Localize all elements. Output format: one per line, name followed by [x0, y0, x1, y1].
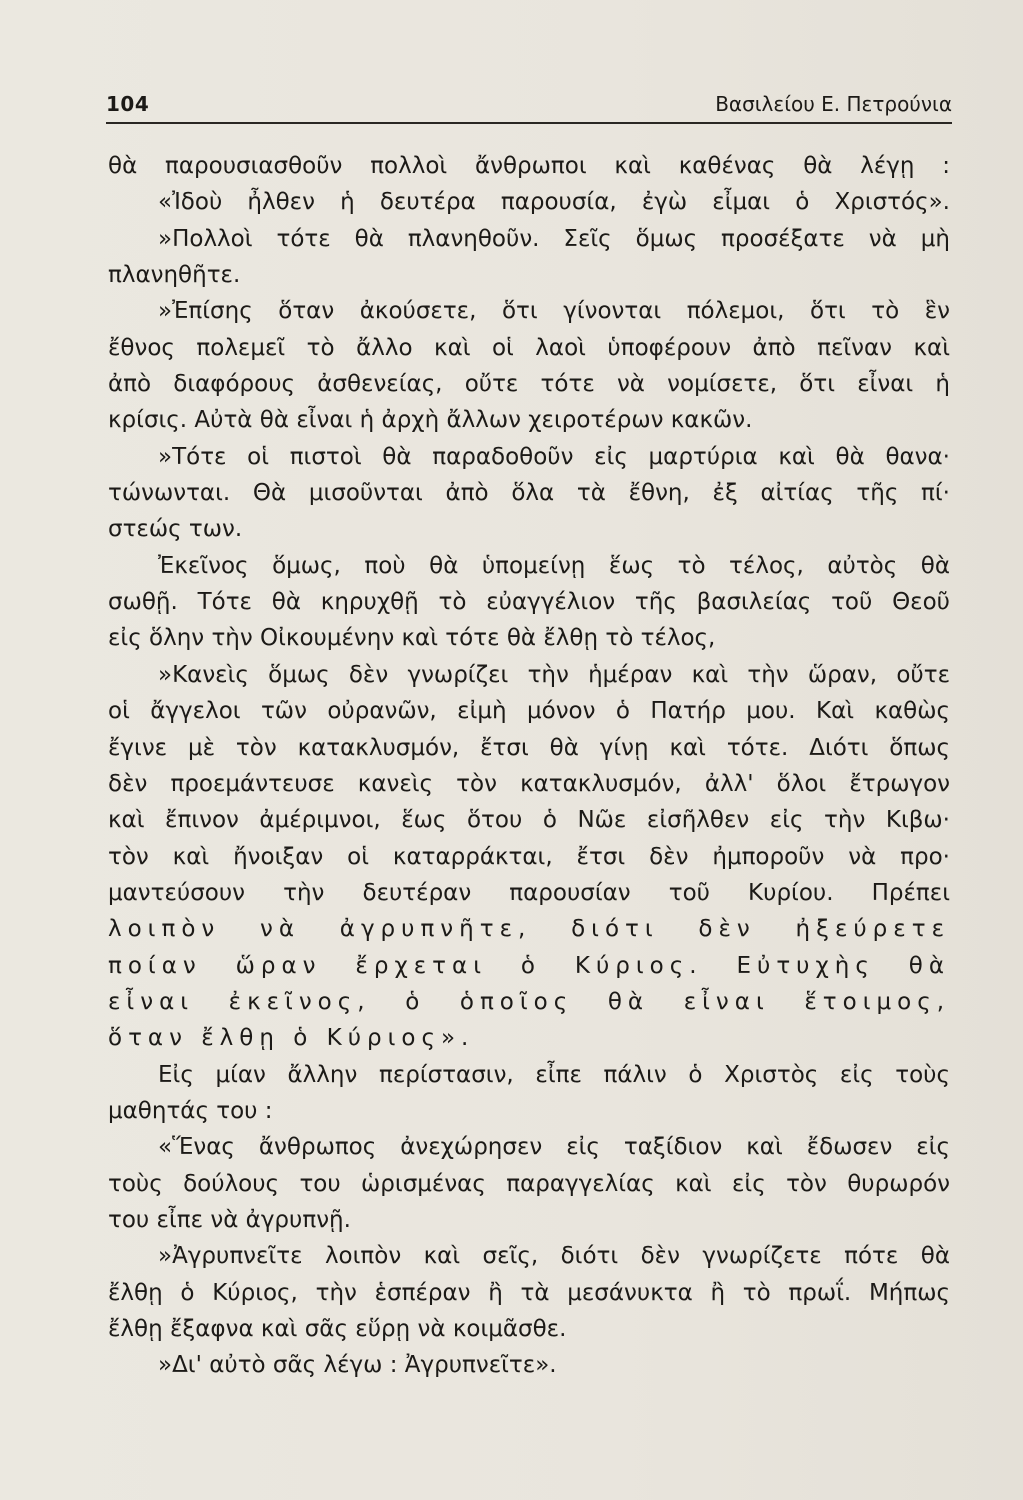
text-line: ἔγινε μὲ τὸν κατακλυσμόν, ἔτσι θὰ γίνῃ καὶ τότε. Διότι ὅπως	[108, 734, 950, 761]
text-line-spaced: ποίαν ὥραν ἔρχεται ὁ Κύριος. Εὐτυχὴς θὰ	[108, 952, 950, 979]
body-text	[108, 148, 950, 1384]
text-line: εἰς ὅλην τὴν Οἰκουμένην καὶ τότε θὰ ἔλθῃ τὸ τέλος,	[108, 625, 716, 652]
text-line: πλανηθῆτε.	[108, 262, 241, 289]
page-header	[106, 92, 952, 120]
text-line: δὲν προεμάντευσε κανεὶς τὸν κατακλυσμόν, ἀλλ' ὅλοι ἔτρωγον	[108, 770, 950, 797]
text-line: τώνωνται. Θὰ μισοῦνται ἀπὸ ὅλα τὰ ἔθνη, ἐξ αἰτίας τῆς πί·	[108, 480, 950, 507]
text-line: Εἰς μίαν ἄλλην περίστασιν, εἶπε πάλιν ὁ Χριστὸς εἰς τοὺς	[158, 1061, 950, 1088]
text-line: μαντεύσουν τὴν δευτέραν παρουσίαν τοῦ Κυρίου. Πρέπει	[108, 879, 950, 906]
text-line: καὶ ἔπινον ἀμέριμνοι, ἕως ὅτου ὁ Νῶε εἰσῆλθεν εἰς τὴν Κιβω·	[108, 807, 950, 834]
running-head: Βασιλείου Ε. Πετρούνια	[715, 92, 952, 116]
text-line: »Δι' αὐτὸ σᾶς λέγω : Ἀγρυπνεῖτε».	[158, 1352, 557, 1379]
text-line: «Ἕνας ἄνθρωπος ἀνεχώρησεν εἰς ταξίδιον καὶ ἔδωσεν εἰς	[158, 1134, 950, 1161]
text-line: «Ἰδοὺ ἦλθεν ἡ δευτέρα παρουσία, ἐγὼ εἶμαι ὁ Χριστός».	[158, 189, 950, 216]
text-line: τοὺς δούλους του ὡρισμένας παραγγελίας καὶ εἰς τὸν θυρωρόν	[108, 1170, 950, 1197]
text-line: σωθῇ. Τότε θὰ κηρυχθῇ τὸ εὐαγγέλιον τῆς βασιλείας τοῦ Θεοῦ	[108, 589, 950, 616]
header-rule	[106, 122, 952, 124]
text-line: »Πολλοὶ τότε θὰ πλανηθοῦν. Σεῖς ὅμως προσέξατε νὰ μὴ	[158, 225, 950, 252]
text-line: »Ἀγρυπνεῖτε λοιπὸν καὶ σεῖς, διότι δὲν γνωρίζετε πότε θὰ	[158, 1243, 950, 1270]
text-line: θὰ παρουσιασθοῦν πολλοὶ ἄνθρωποι καὶ καθένας θὰ λέγῃ :	[108, 153, 950, 179]
text-line: στεώς των.	[108, 516, 243, 543]
text-line: μαθητάς του :	[108, 1097, 273, 1124]
text-line: τὸν καὶ ἤνοιξαν οἱ καταρράκται, ἔτσι δὲν ἠμποροῦν νὰ προ·	[108, 843, 950, 870]
text-line: του εἶπε νὰ ἀγρυπνῇ.	[108, 1206, 351, 1233]
text-line: ἔθνος πολεμεῖ τὸ ἄλλο καὶ οἱ λαοὶ ὑποφέρουν ἀπὸ πεῖναν καὶ	[108, 334, 950, 361]
page-number: 104	[106, 92, 150, 116]
text-line: οἱ ἄγγελοι τῶν οὐρανῶν, εἰμὴ μόνον ὁ Πατήρ μου. Καὶ καθὼς	[108, 698, 950, 725]
text-line: ἀπὸ διαφόρους ἀσθενείας, οὔτε τότε νὰ νομίσετε, ὅτι εἶναι ἡ	[108, 371, 950, 398]
text-line-spaced: λοιπὸν νὰ ἀγρυπνῆτε, διότι δὲν ἠξεύρετε	[108, 916, 950, 943]
text-line: ἔλθῃ ὁ Κύριος, τὴν ἑσπέραν ἢ τὰ μεσάνυκτα ἢ τὸ πρωΐ. Μήπως	[108, 1279, 950, 1306]
text-line: κρίσις. Αὐτὰ θὰ εἶναι ἡ ἀρχὴ ἄλλων χειροτέρων κακῶν.	[108, 407, 753, 434]
text-line-spaced: εἶναι ἐκεῖνος, ὁ ὁποῖος θὰ εἶναι ἕτοιμος,	[108, 988, 950, 1015]
text-line: »Ἐπίσης ὅταν ἀκούσετε, ὅτι γίνονται πόλεμοι, ὅτι τὸ ἓν	[158, 298, 950, 325]
text-line-spaced: ὅταν ἔλθῃ ὁ Κύριος».	[108, 1025, 475, 1052]
text-line: ἔλθῃ ἔξαφνα καὶ σᾶς εὕρῃ νὰ κοιμᾶσθε.	[108, 1316, 567, 1342]
text-line: »Τότε οἱ πιστοὶ θὰ παραδοθοῦν εἰς μαρτύρια καὶ θὰ θανα·	[158, 443, 950, 470]
text-line: Ἐκεῖνος ὅμως, ποὺ θὰ ὑπομείνῃ ἕως τὸ τέλος, αὐτὸς θὰ	[158, 552, 950, 579]
text-line: »Κανεὶς ὅμως δὲν γνωρίζει τὴν ἡμέραν καὶ τὴν ὥραν, οὔτε	[158, 661, 950, 688]
